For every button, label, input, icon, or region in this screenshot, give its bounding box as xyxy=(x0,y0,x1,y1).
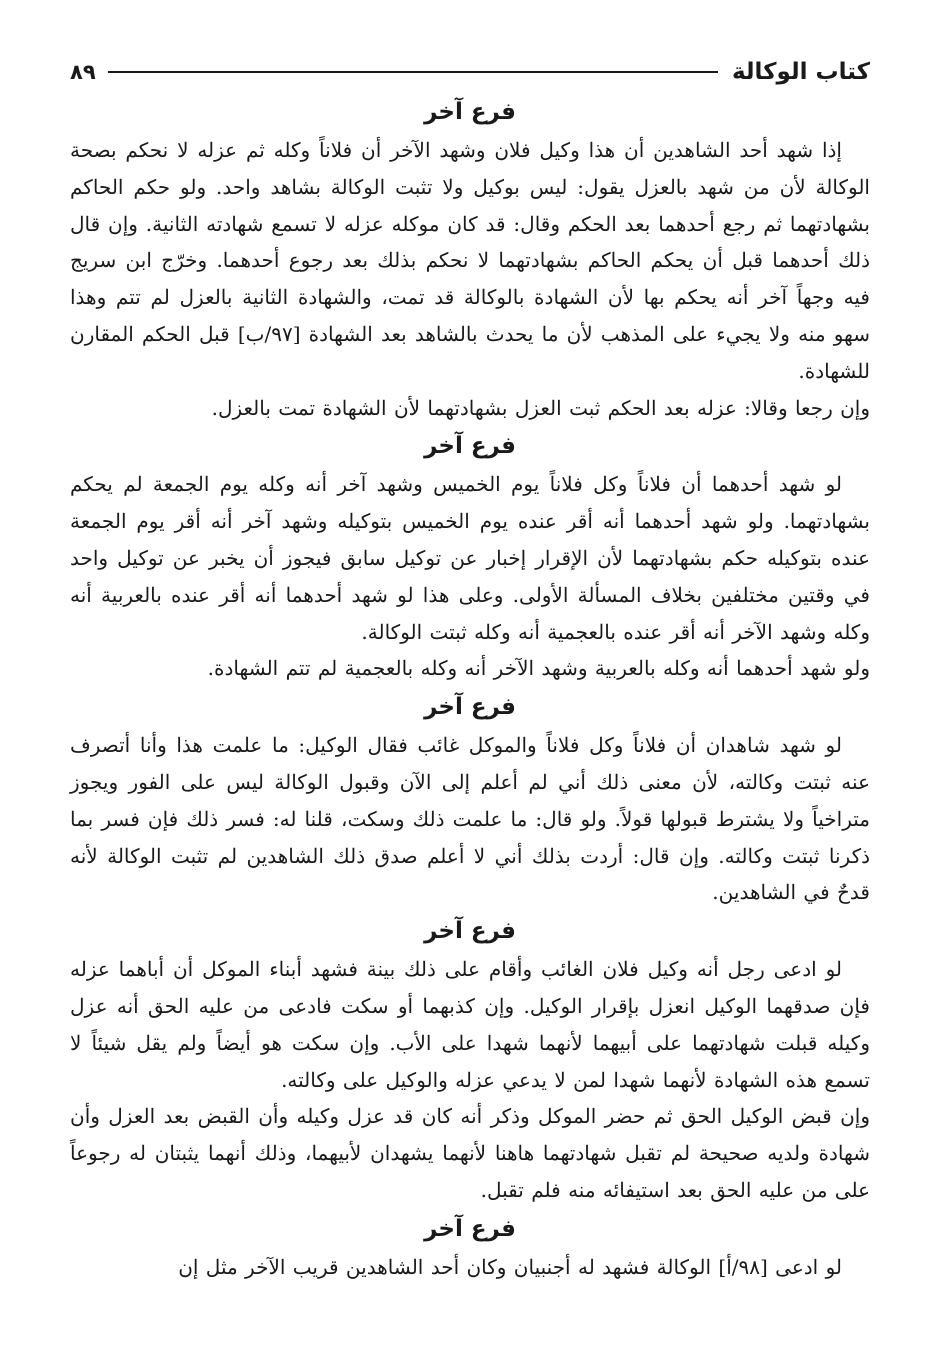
section-4 xyxy=(70,911,870,1209)
paragraph: لو ادعى رجل أنه وكيل فلان الغائب وأقام على ذلك بينة فشهد أبناء الموكل أن أباهما عزله فإن صدقهما الوكيل انعزل بإقرار الوكيل. وإن كذبهما أو سكت فادعى من عليه الحق أنه عزل وكيله قبلت شهادتهما على أبيهما لأنهما شهدا على الأب. وإن سكت هو أيضاً ولم يقل شيئاً لا تسمع هذه الشهادة لأنهما شهدا لمن لا يدعي عزله والوكيل على وكالته. xyxy=(70,957,870,1092)
paragraph: وإن رجعا وقالا: عزله بعد الحكم ثبت العزل بشهادتهما لأن الشهادة تمت بالعزل. xyxy=(211,395,870,420)
paragraph: لو شهد شاهدان أن فلاناً وكل فلاناً والموكل غائب فقال الوكيل: ما علمت هذا وأنا أتصرف عنه ثبتت وكالته، لأن معنى ذلك أني لم أعلم إلى الآن وقبول الوكالة ليس على الفور ويجوز متراخياً ولا يشترط قبولها قولاً. ولو قال: ما علمت ذلك وسكت، قلنا له: فسر ذلك فإن فسر بما ذكرنا ثبتت وكالته. وإن قال: أردت بذلك أني لا أعلم صدق ذلك الشاهدين لم تثبت الوكالة لأنه قدحٌ في الشاهدين. xyxy=(70,733,871,905)
section-title: فرع آخر xyxy=(424,99,516,125)
section-title: فرع آخر xyxy=(424,694,516,721)
paragraph: وإن قبض الوكيل الحق ثم حضر الموكل وذكر أنه كان قد عزل وكيله وأن القبض بعد العزل وأن شهادة ولديه صحيحة لم تقبل شهادتهما هاهنا لأنهما يشهدان لأبيهما، وذلك أنهما يثبتان له رجوعاً على من عليه الحق بعد استيفائه منه فلم تقبل. xyxy=(70,1104,870,1202)
paragraph: ولو شهد أحدهما أنه وكله بالعربية وشهد الآخر أنه وكله بالعجمية لم تتم الشهادة. xyxy=(207,656,870,681)
section-title: فرع آخر xyxy=(424,433,516,460)
paragraph: إذا شهد أحد الشاهدين أن هذا وكيل فلان وشهد الآخر أن فلاناً وكله ثم عزله لا نحكم بصحة الوكالة لأن من شهد بالعزل يقول: ليس بوكيل ولا تثبت الوكالة بشاهد واحد. ولو حكم الحاكم بشهادتهما ثم رجع أحدهما بعد الحكم وقال: قد كان موكله عزله لا تسمع شهادته الثانية. وإن قال ذلك أحدهما قبل أن يحكم الحاكم بشهادتهما لا نحكم بذلك بعد رجوع أحدهما. وخرّج ابن سريج فيه وجهاً آخر أنه يحكم بها لأن الشهادة بالوكالة قد تمت، والشهادة الثانية بالعزل لم تتم وهذا سهو منه ولا يجيء على المذهب لأن ما يحدث بالشاهد بعد الشهادة [٩٧/ب] قبل الحكم المقارن للشهادة. xyxy=(70,138,871,383)
section-title: فرع آخر xyxy=(424,918,516,945)
section-3 xyxy=(70,687,870,911)
header-rule xyxy=(108,71,718,73)
section-2 xyxy=(70,426,870,687)
running-header xyxy=(70,52,870,92)
page-number: ٨٩ xyxy=(70,60,96,84)
section-5 xyxy=(70,1209,870,1286)
running-header-title: كتاب الوكالة xyxy=(731,59,870,85)
paragraph: لو شهد أحدهما أن فلاناً وكل فلاناً يوم الخميس وشهد آخر أنه وكله يوم الجمعة لم يحكم بشهادتهما. ولو شهد أحدهما أنه أقر عنده يوم الخميس بتوكيله وشهد آخر أنه أقر يوم الجمعة عنده بتوكيله حكم بشهادتهما لأن الإقرار إخبار عن توكيل سابق فيجوز أن يخبر عن توكيل واحد في وقتين مختلفين بخلاف المسألة الأولى. وعلى هذا لو شهد أحدهما أنه أقر عنده بالعربية أنه وكله وشهد الآخر أنه أقر عنده بالعجمية أنه وكله ثبتت الوكالة. xyxy=(70,472,870,644)
section-title: فرع آخر xyxy=(424,1215,516,1242)
paragraph: لو ادعى [٩٨/أ] الوكالة فشهد له أجنبيان وكان أحد الشاهدين قريب الآخر مثل إن xyxy=(178,1254,842,1279)
book-page xyxy=(70,52,870,1286)
section-1 xyxy=(70,92,870,426)
